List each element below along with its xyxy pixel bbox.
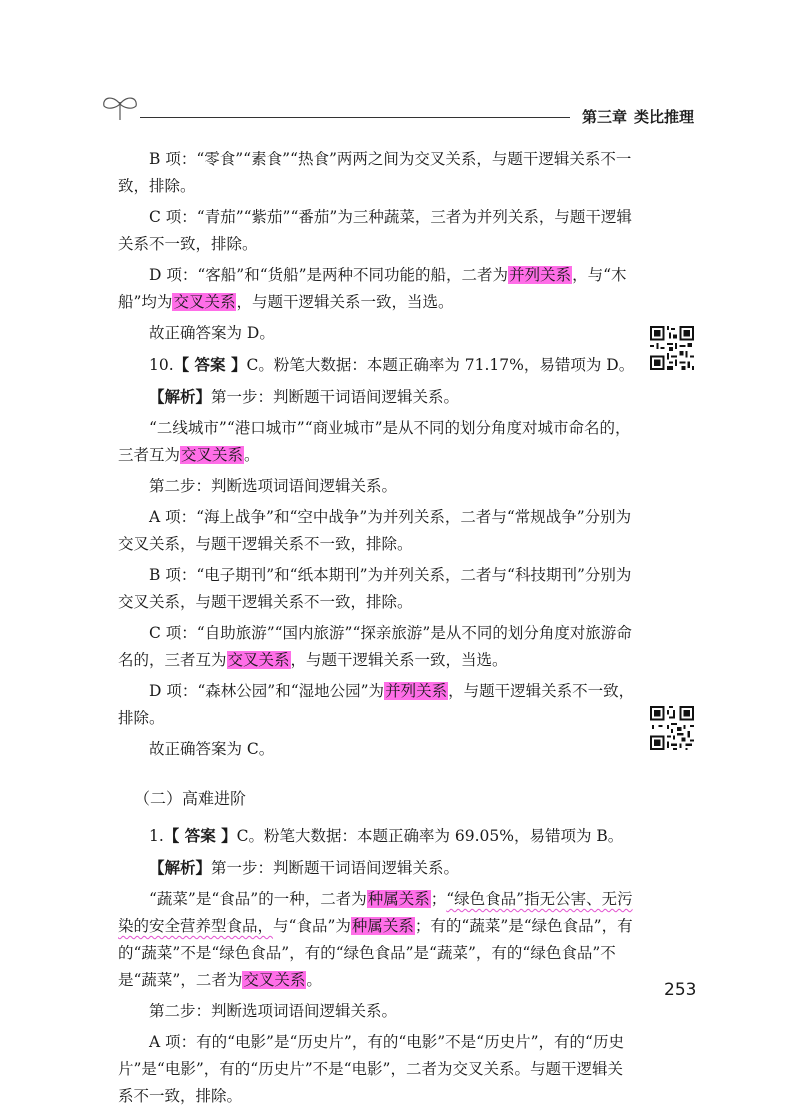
analysis-label: 【解析】 bbox=[149, 387, 212, 406]
text-run: C。粉笔大数据：本题正确率为 69.05%，易错项为 B。 bbox=[236, 827, 624, 845]
highlight-term: 种属关系 bbox=[351, 917, 414, 935]
highlight-term: 并列关系 bbox=[509, 266, 572, 284]
text-run: 第一步：判断题干词语间逻辑关系。 bbox=[211, 388, 460, 406]
question-number: 1. bbox=[149, 827, 164, 845]
paragraph-conclusion: 故正确答案为 D。 bbox=[149, 324, 275, 342]
text-run: “蔬菜”是“食品”的一种，二者为 bbox=[149, 890, 367, 908]
analysis-step-2: 第二步：判断选项词语间逻辑关系。 bbox=[149, 1002, 398, 1020]
paragraph-option-d bbox=[118, 678, 638, 732]
text-run: ，与题干逻辑关系一致，当选。 bbox=[236, 293, 454, 311]
chapter-title: 类比推理 bbox=[634, 108, 695, 126]
text-run: 。 bbox=[306, 971, 322, 989]
answer-label: 【 答案 】 bbox=[173, 355, 247, 374]
paragraph-option-d bbox=[118, 262, 638, 316]
text-run: 与“食品”为 bbox=[273, 917, 351, 935]
highlight-term: 交叉关系 bbox=[243, 971, 306, 989]
text-run: D 项：“客船”和“货船”是两种不同功能的船，二者为 bbox=[149, 266, 509, 284]
qr-code-icon[interactable] bbox=[650, 706, 694, 750]
analysis-step-2: 第二步：判断选项词语间逻辑关系。 bbox=[149, 477, 398, 495]
wavy-underline-text: “绿色食品”指无公害、无污染的安全营养型食品， bbox=[118, 890, 633, 935]
highlight-term: 并列关系 bbox=[385, 682, 448, 700]
paragraph-vegetables bbox=[118, 886, 638, 994]
highlight-term: 种属关系 bbox=[367, 890, 430, 908]
paragraph-option-c: C 项：“青茄”“紫茄”“番茄”为三种蔬菜，三者为并列关系，与题干逻辑关系不一致，排除。 bbox=[118, 208, 632, 253]
question-number: 10. bbox=[149, 356, 174, 374]
analysis-step-1 bbox=[118, 854, 638, 882]
paragraph-option-a: A 项：“海上战争”和“空中战争”为并列关系，二者与“常规战争”分别为交叉关系，与题干逻辑关系不一致，排除。 bbox=[118, 508, 632, 553]
answer-label: 【 答案 】 bbox=[163, 826, 237, 845]
analysis-label: 【解析】 bbox=[149, 858, 212, 877]
answer-1 bbox=[118, 822, 638, 850]
text-run: ，与题干逻辑关系不一致，排除。 bbox=[118, 682, 635, 727]
highlight-term: 交叉关系 bbox=[173, 293, 236, 311]
text-run: C 项：“自助旅游”“国内旅游”“探亲旅游”是从不同的划分角度对旅游命名的，三者互为 bbox=[118, 624, 632, 669]
text-run: “二线城市”“港口城市”“商业城市”是从不同的划分角度对城市命名的，三者互为 bbox=[118, 419, 631, 464]
text-run: 。 bbox=[244, 446, 260, 464]
paragraph-option-a: A 项：有的“电影”是“历史片”，有的“电影”不是“历史片”，有的“历史片”是“电影”，有的“历史片”不是“电影”，二者为交叉关系。与题干逻辑关系不一致，排除。 bbox=[118, 1033, 624, 1105]
page-number: 253 bbox=[664, 980, 697, 1000]
paragraph-conclusion: 故正确答案为 C。 bbox=[149, 740, 275, 758]
text-run: D 项：“森林公园”和“湿地公园”为 bbox=[149, 682, 385, 700]
chapter-label: 第三章 bbox=[582, 108, 628, 126]
section-title: （二）高难进阶 bbox=[134, 789, 247, 808]
text-run: ； bbox=[430, 890, 447, 908]
text-run: 第一步：判断题干词语间逻辑关系。 bbox=[211, 859, 460, 877]
qr-code-icon[interactable] bbox=[650, 326, 694, 370]
paragraph-option-b: B 项：“电子期刊”和“纸本期刊”为并列关系，二者与“科技期刊”分别为交叉关系，与题干逻辑关系不一致，排除。 bbox=[118, 566, 632, 611]
paragraph-cities bbox=[118, 415, 638, 469]
sprout-icon bbox=[100, 92, 140, 122]
analysis-step-1 bbox=[118, 383, 638, 411]
answer-10 bbox=[118, 351, 638, 379]
text-run: ，与题干逻辑关系一致，当选。 bbox=[290, 651, 508, 669]
text-run: ，与“木船”均为 bbox=[118, 266, 627, 311]
highlight-term: 交叉关系 bbox=[181, 446, 244, 464]
page-body bbox=[118, 146, 638, 1110]
header-divider bbox=[140, 117, 570, 118]
text-run: ；有的“蔬菜”是“绿色食品”，有的“蔬菜”不是“绿色食品”，有的“绿色食品”是“蔬菜”，有的“绿色食品”不是“蔬菜”，二者为 bbox=[118, 917, 633, 989]
paragraph-option-c bbox=[118, 620, 638, 674]
text-run: C。粉笔大数据：本题正确率为 71.17%，易错项为 D。 bbox=[246, 356, 635, 374]
page-header bbox=[0, 0, 800, 140]
paragraph-option-b: B 项：“零食”“素食”“热食”两两之间为交叉关系，与题干逻辑关系不一致，排除。 bbox=[118, 150, 632, 195]
highlight-term: 交叉关系 bbox=[227, 651, 290, 669]
